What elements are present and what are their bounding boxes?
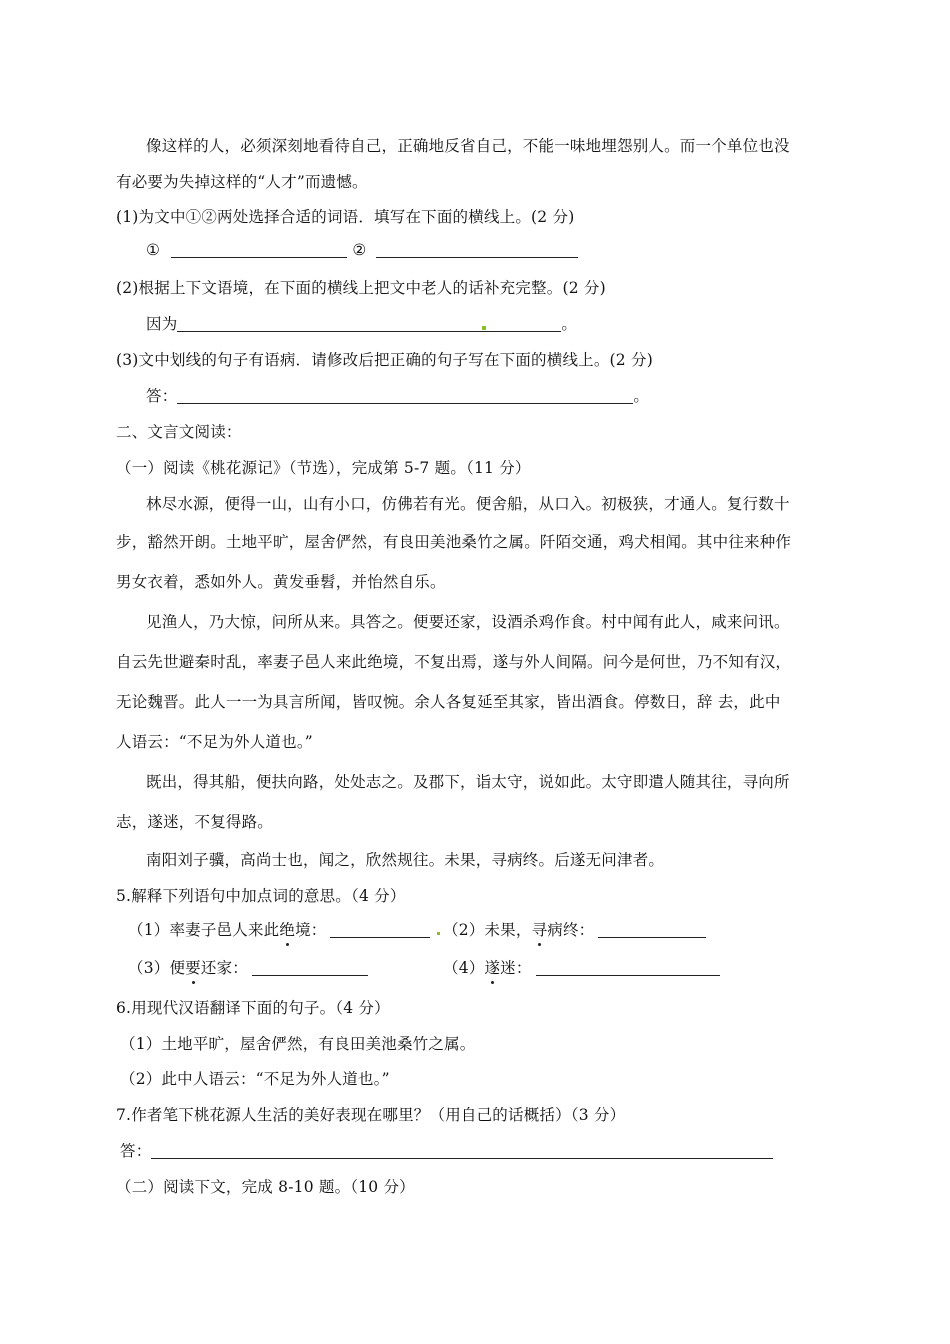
question-3: (3)文中划线的句子有语病．请修改后把正确的句子写在下面的横线上。(2 分) (116, 351, 653, 369)
circled-number-1: ① (146, 241, 161, 259)
q5-item-2 (443, 918, 706, 940)
item-text: （3）便 (128, 959, 186, 977)
text-line: 人语云：“不足为外人道也。” (116, 733, 313, 751)
question-7: 7.作者笔下桃花源人生活的美好表现在哪里？（用自己的话概括）（3 分） (116, 1106, 626, 1124)
blank-q3[interactable] (177, 387, 633, 404)
item-text: （1）率妻子邑人来此 (128, 921, 280, 939)
answer-line-q3 (146, 384, 649, 406)
blank-5-1[interactable] (330, 921, 430, 938)
question-6: 6.用现代汉语翻译下面的句子。（4 分） (116, 999, 390, 1017)
q5-item-4 (443, 956, 720, 978)
dotted-word: 要 (185, 959, 201, 977)
passage-line: 像这样的人，必须深刻地看待自己，正确地反省自己，不能一味地埋怨别人。而一个单位也没 (146, 137, 790, 155)
item-text: 还家： (200, 959, 248, 977)
answer-prefix: 答： (120, 1142, 152, 1160)
question-5: 5.解释下列语句中加点词的意思。（4 分） (116, 887, 406, 905)
blank-5-2[interactable] (598, 921, 706, 938)
part-heading: （一）阅读《桃花源记》（节选），完成第 5-7 题。（11 分） (116, 459, 531, 477)
q6-sentence-2: （2）此中人语云：“不足为外人道也。” (120, 1070, 390, 1088)
question-1: (1)为文中①②两处选择合适的词语．填写在下面的横线上。(2 分) (116, 208, 575, 226)
answer-prefix: 因为 (146, 315, 178, 333)
period: 。 (633, 387, 650, 405)
section-heading: 二、文言文阅读： (116, 423, 242, 441)
answer-prefix: 答： (146, 387, 178, 405)
item-text: 迷： (500, 959, 532, 977)
item-text: 病终： (547, 921, 595, 939)
dotted-word: 寻 (531, 921, 548, 939)
q6-sentence-1: （1）土地平旷，屋舍俨然，有良田美池桑竹之属。 (120, 1035, 476, 1053)
blank-2[interactable] (376, 241, 578, 258)
text-line: 志，遂迷，不复得路。 (116, 813, 274, 831)
speck-mark (482, 326, 486, 330)
text-line: 既出，得其船，便扶向路，处处志之。及郡下，诣太守，说如此。太守即遣人随其往，寻向所 (146, 773, 790, 791)
text-line: 步，豁然开朗。土地平旷，屋舍俨然，有良田美池桑竹之属。阡陌交通，鸡犬相闻。其中往来种作 (116, 533, 792, 551)
passage-line: 有必要为失掉这样的“人才”而遗憾。 (116, 173, 368, 191)
blank-5-3[interactable] (252, 959, 368, 976)
text-line: 南阳刘子骥，高尚士也，闻之，欣然规往。未果，寻病终。后遂无问津者。 (146, 851, 665, 869)
item-text: （2）未果， (443, 921, 532, 939)
blank-1[interactable] (171, 241, 347, 258)
answer-line-q2 (146, 312, 577, 334)
answer-line-q1 (146, 241, 578, 259)
text-line: 自云先世避秦时乱，率妻子邑人来此绝境，不复出焉，遂与外人间隔。问今是何世，乃不知有汉， (116, 653, 792, 671)
text-line: 男女衣着，悉如外人。黄发垂髫，并怡然自乐。 (116, 573, 446, 591)
item-text: 境： (295, 921, 327, 939)
blank-5-4[interactable] (536, 959, 720, 976)
blank-q2[interactable] (177, 315, 561, 332)
period: 。 (561, 315, 578, 333)
q5-item-1 (128, 918, 430, 940)
item-text: （4） (443, 959, 485, 977)
text-line: 无论魏晋。此人一一为具言所闻，皆叹惋。余人各复延至其家，皆出酒食。停数日，辞 去，此中 (116, 693, 781, 711)
text-line: 林尽水源，便得一山，山有小口，仿佛若有光。便舍船，从口入。初极狭，才通人。复行数十 (146, 495, 790, 513)
circled-number-2: ② (352, 241, 367, 259)
text-line: 见渔人，乃大惊，问所从来。具答之。便要还家，设酒杀鸡作食。村中闻有此人，咸来问讯。 (146, 613, 790, 631)
part-heading: （二）阅读下文，完成 8-10 题。（10 分） (116, 1178, 415, 1196)
answer-line-q7 (120, 1139, 773, 1161)
speck-mark (437, 932, 440, 935)
blank-q7[interactable] (151, 1142, 773, 1159)
question-2: (2)根据上下文语境，在下面的横线上把文中老人的话补充完整。(2 分) (116, 279, 606, 297)
dotted-word: 绝 (279, 921, 296, 939)
dotted-word: 遂 (484, 959, 501, 977)
q5-item-3 (128, 956, 368, 978)
